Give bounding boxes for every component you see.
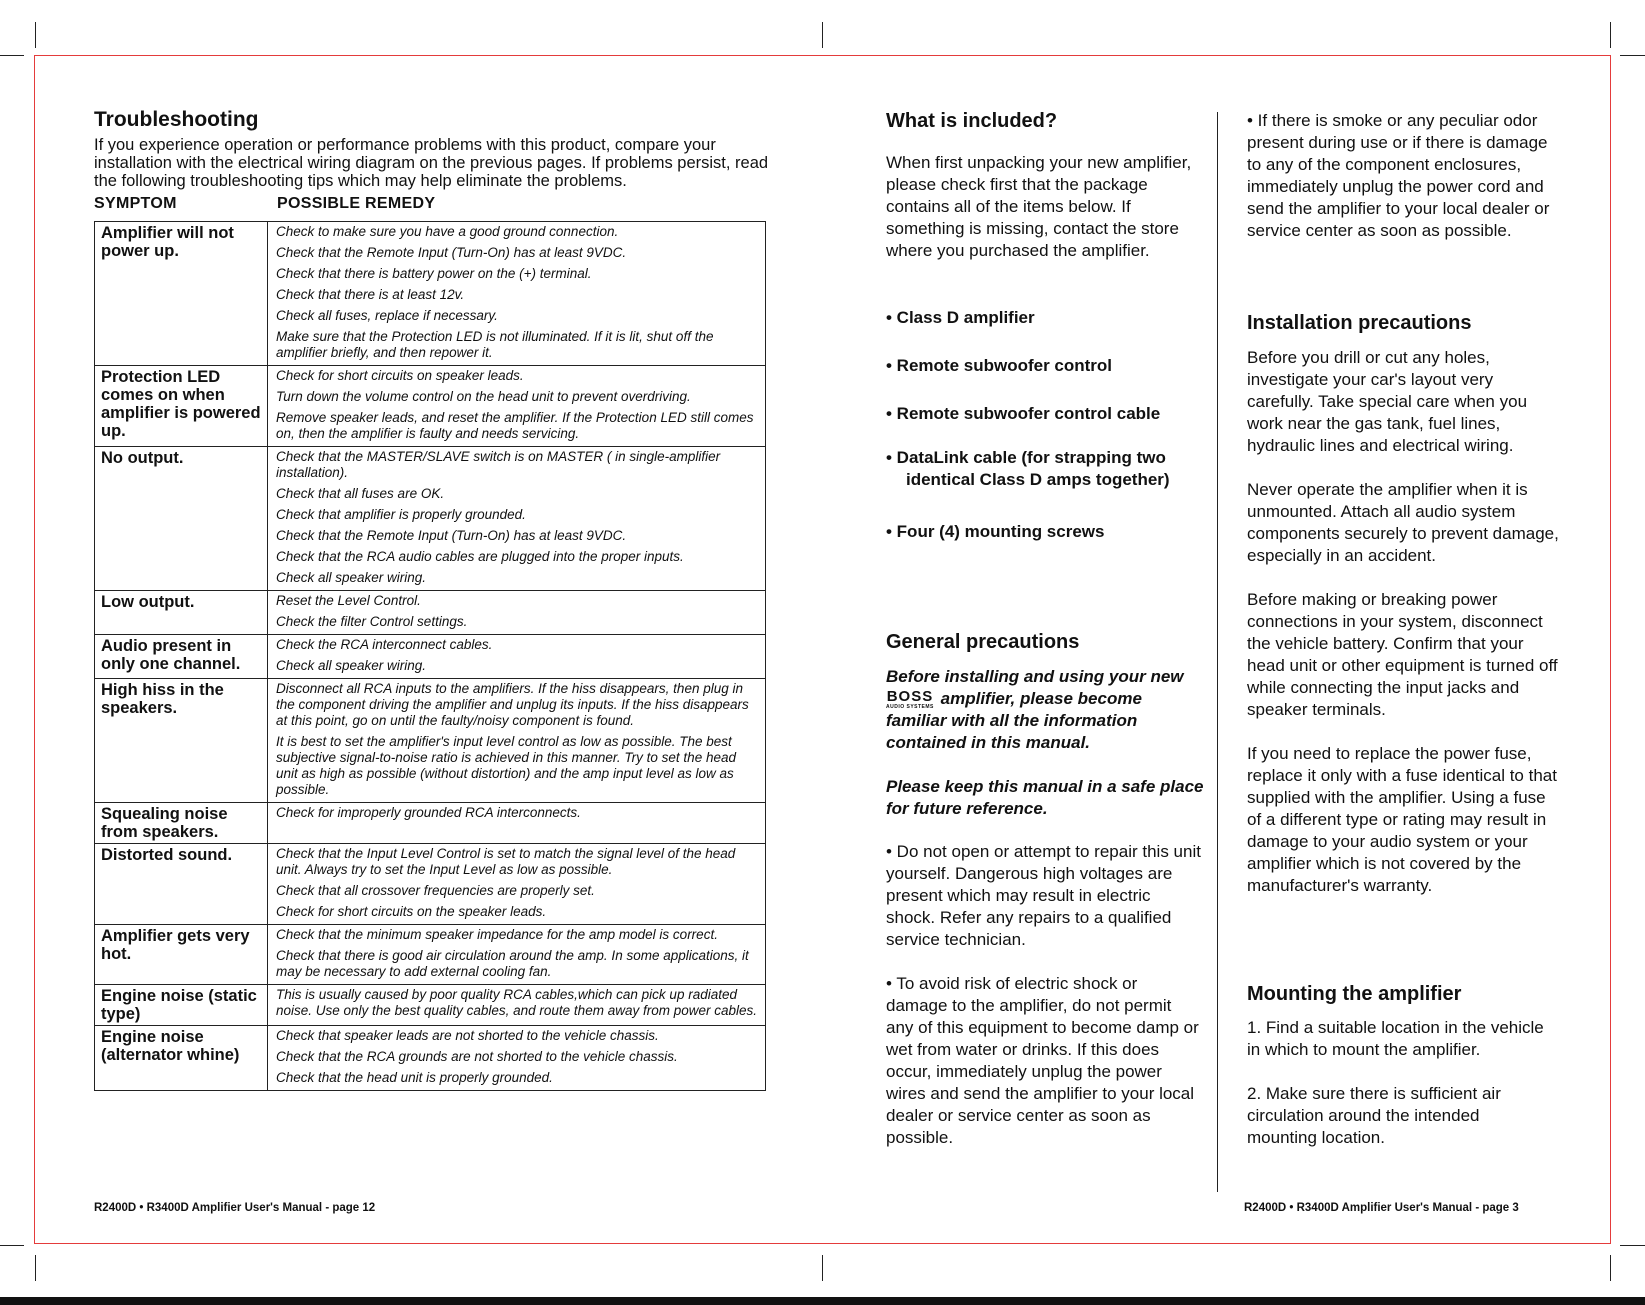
remedy-cell [268, 366, 766, 447]
remedy-cell [268, 803, 766, 844]
boss-logo-text: BOSS [886, 687, 934, 705]
remedy-cell [268, 222, 766, 366]
remedy-item: Check that there is at least 12v. [276, 287, 465, 302]
remedy-item: Turn down the volume control on the head unit to prevent overdriving. [276, 389, 691, 404]
symptom-cell: Audio present in only one channel. [95, 635, 268, 679]
remedy-header: POSSIBLE REMEDY [277, 195, 436, 212]
table-row [95, 844, 766, 925]
remedy-cell [268, 844, 766, 925]
bottom-bar [0, 1297, 1645, 1305]
boss-logo-subtext: AUDIO SYSTEMS [886, 703, 934, 710]
table-row [95, 635, 766, 679]
mounting-step-2: 2. Make sure there is sufficient air circulation around the intended mounting location. [1247, 1084, 1501, 1147]
symptom-cell: Amplifier will not power up. [95, 222, 268, 366]
general-paragraph-2: • To avoid risk of electric shock or damage to the amplifier, do not permit any of this equipment to become damp or wet from water or drinks. If this does occur, immediately unplug the power wires and send the amplifier to your local dealer or service center as soon as possible. [886, 974, 1199, 1147]
included-item: • Four (4) mounting screws [886, 522, 1105, 541]
remedy-item: Check that the RCA grounds are not shorted to the vehicle chassis. [276, 1049, 678, 1064]
boss-logo [886, 687, 934, 710]
symptom-cell: Low output. [95, 591, 268, 635]
troubleshooting-intro: If you experience operation or performance problems with this product, compare your installation with the electrical wiring diagram on the previous pages. If problems persist, read the following troubleshooting tips which may help eliminate the problems. [94, 136, 769, 190]
remedy-item: Check all speaker wiring. [276, 658, 427, 673]
footer-right: R2400D • R3400D Amplifier User's Manual - page 3 [1244, 1202, 1519, 1214]
installation-paragraph-4: If you need to replace the power fuse, replace it only with a fuse identical to that supplied with the amplifier. Using a fuse of a different type or rating may result in damage to your audio system or your amplifier which is not covered by the manufacturer's warranty. [1247, 744, 1557, 895]
remedy-item: Remove speaker leads, and reset the amplifier. If the Protection LED still comes on, then the amplifier is faulty and needs servicing. [276, 410, 754, 441]
remedy-item: Check that the RCA audio cables are plugged into the proper inputs. [276, 549, 684, 564]
remedy-item: Check that amplifier is properly grounded. [276, 507, 526, 522]
table-row [95, 985, 766, 1026]
included-item: • Remote subwoofer control cable [886, 404, 1161, 423]
remedy-item: Check the RCA interconnect cables. [276, 637, 493, 652]
remedy-item: Check for improperly grounded RCA interconnects. [276, 805, 581, 820]
general-intro [886, 666, 1206, 754]
included-item: • Remote subwoofer control [886, 356, 1113, 375]
crop-mark [1610, 1255, 1611, 1281]
remedy-item: This is usually caused by poor quality RCA cables,which can pick up radiated noise. Use only the best quality cables, and route them away from power cables. [276, 987, 758, 1018]
symptom-cell: Engine noise (alternator whine) [95, 1026, 268, 1091]
remedy-item: Make sure that the Protection LED is not illuminated. If it is lit, shut off the amplifier briefly, and then repower it. [276, 329, 714, 360]
crop-mark [1620, 55, 1645, 56]
remedy-cell [268, 985, 766, 1026]
remedy-cell [268, 1026, 766, 1091]
remedy-item: Check that there is battery power on the (+) terminal. [276, 266, 592, 281]
symptom-cell: High hiss in the speakers. [95, 679, 268, 803]
symptom-header: SYMPTOM [94, 195, 177, 212]
remedy-item: Check that all fuses are OK. [276, 486, 445, 501]
remedy-item: Check all speaker wiring. [276, 570, 427, 585]
remedy-item: Check that there is good air circulation around the amp. In some applications, it may be necessary to add external cooling fan. [276, 948, 749, 979]
included-item: • DataLink cable (for strapping two identical Class D amps together) [886, 448, 1170, 489]
table-row [95, 591, 766, 635]
table-row [95, 447, 766, 591]
remedy-item: It is best to set the amplifier's input level control as low as possible. The best subjective signal-to-noise ratio is achieved in this manner. Try to set the head unit as high as possible (without distortion) and the amp input level as low as possible. [276, 734, 736, 797]
remedy-item: Check to make sure you have a good ground connection. [276, 224, 619, 239]
table-row [95, 222, 766, 366]
remedy-item: Check that the Remote Input (Turn-On) has at least 9VDC. [276, 245, 627, 260]
table-row [95, 925, 766, 985]
remedy-item: Check that all crossover frequencies are properly set. [276, 883, 595, 898]
remedy-cell [268, 679, 766, 803]
remedy-cell [268, 447, 766, 591]
remedy-cell [268, 591, 766, 635]
remedy-cell [268, 925, 766, 985]
table-row [95, 1026, 766, 1091]
general-intro-post: amplifier, please become familiar with all the information contained in this manual. [886, 689, 1142, 752]
included-item: • Class D amplifier [886, 308, 1035, 327]
table-row [95, 803, 766, 844]
remedy-cell [268, 635, 766, 679]
remedy-item: Check that the head unit is properly grounded. [276, 1070, 553, 1085]
symptom-cell: No output. [95, 447, 268, 591]
remedy-item: Check that the MASTER/SLAVE switch is on MASTER ( in single-amplifier installation). [276, 449, 721, 480]
general-keep: Please keep this manual in a safe place for future reference. [886, 777, 1204, 818]
crop-mark [1620, 1245, 1645, 1246]
troubleshooting-table [94, 221, 766, 1091]
remedy-item: Check all fuses, replace if necessary. [276, 308, 498, 323]
installation-paragraph-1: Before you drill or cut any holes, investigate your car's layout very carefully. Take special care when you work near the gas tank, fuel lines, hydraulic lines and electrical wiring. [1247, 348, 1528, 455]
remedy-item: Check the filter Control settings. [276, 614, 468, 629]
footer-left: R2400D • R3400D Amplifier User's Manual - page 12 [94, 1202, 376, 1214]
remedy-item: Check for short circuits on the speaker leads. [276, 904, 547, 919]
mounting-title: Mounting the amplifier [1247, 983, 1462, 1005]
troubleshooting-title: Troubleshooting [94, 108, 259, 131]
remedy-item: Check that speaker leads are not shorted to the vehicle chassis. [276, 1028, 659, 1043]
column-divider [1217, 112, 1218, 1192]
symptom-cell: Engine noise (static type) [95, 985, 268, 1026]
mounting-step-1: 1. Find a suitable location in the vehicle in which to mount the amplifier. [1247, 1018, 1544, 1059]
included-title: What is included? [886, 110, 1058, 132]
smoke-warning: • If there is smoke or any peculiar odor present during use or if there is damage to any of the component enclosures, immediately unplug the power cord and send the amplifier to your local dealer or service center as soon as possible. [1247, 111, 1550, 240]
general-paragraph-1: • Do not open or attempt to repair this unit yourself. Dangerous high voltages are present which may result in electric shock. Refer any repairs to a qualified service technician. [886, 842, 1201, 949]
table-row [95, 366, 766, 447]
remedy-item: Disconnect all RCA inputs to the amplifiers. If the hiss disappears, then plug in the component driving the amplifier and unplug its inputs. If the hiss disappears at this point, go on until the faulty/noisy component is found. [276, 681, 749, 728]
crop-mark [822, 1255, 823, 1281]
installation-paragraph-2: Never operate the amplifier when it is unmounted. Attach all audio system components securely to prevent damage, especially in an accident. [1247, 480, 1559, 565]
included-intro: When first unpacking your new amplifier, please check first that the package contains all of the items below. If something is missing, contact the store where you purchased the amplifier. [886, 153, 1192, 260]
symptom-cell: Distorted sound. [95, 844, 268, 925]
crop-mark [0, 55, 24, 56]
general-intro-pre: Before installing and using your new [886, 667, 1184, 686]
general-precautions-title: General precautions [886, 631, 1080, 653]
crop-mark [822, 22, 823, 48]
installation-title: Installation precautions [1247, 312, 1472, 334]
crop-mark [0, 1245, 24, 1246]
crop-mark [1610, 22, 1611, 48]
symptom-cell: Amplifier gets very hot. [95, 925, 268, 985]
remedy-item: Reset the Level Control. [276, 593, 421, 608]
symptom-cell: Squealing noise from speakers. [95, 803, 268, 844]
symptom-cell: Protection LED comes on when amplifier is powered up. [95, 366, 268, 447]
table-row [95, 679, 766, 803]
crop-mark [35, 22, 36, 48]
installation-paragraph-3: Before making or breaking power connections in your system, disconnect the vehicle battery. Confirm that your head unit or other equipment is turned off while connecting the input jacks and speaker terminals. [1247, 590, 1558, 719]
remedy-item: Check that the Input Level Control is set to match the signal level of the head unit. Always try to set the Input Level as low as possible. [276, 846, 736, 877]
remedy-item: Check for short circuits on speaker leads. [276, 368, 524, 383]
remedy-item: Check that the Remote Input (Turn-On) has at least 9VDC. [276, 528, 627, 543]
remedy-item: Check that the minimum speaker impedance for the amp model is correct. [276, 927, 718, 942]
crop-mark [35, 1255, 36, 1281]
